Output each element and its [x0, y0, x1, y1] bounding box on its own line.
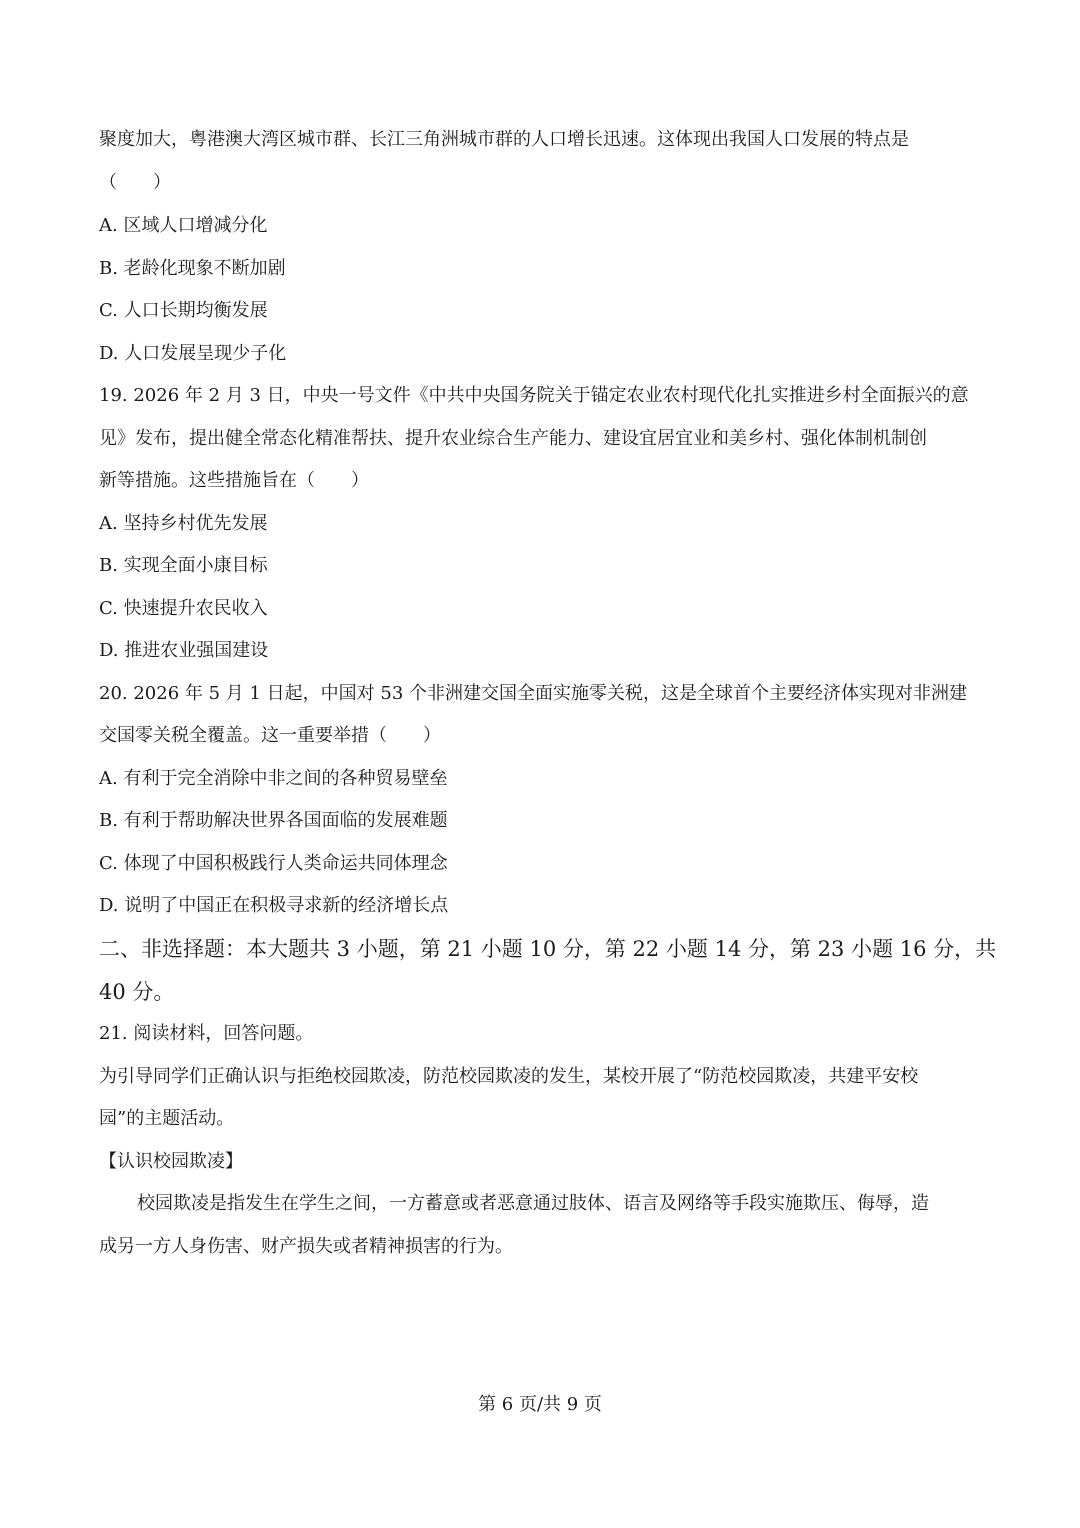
section-2-heading-line-2: 40 分。 — [99, 980, 175, 1004]
q20-stem-line-2: 交国零关税全覆盖。这一重要举措（ ） — [99, 725, 441, 746]
q21-intro-line-2: 园”的主题活动。 — [99, 1108, 235, 1129]
q18-stem-line-1: 聚度加大，粤港澳大湾区城市群、长江三角洲城市群的人口增长迅速。这体现出我国人口发展的特点是 — [99, 129, 909, 150]
q19-option-d: D. 推进农业强国建设 — [99, 640, 269, 661]
q20-stem-line-1: 20. 2026 年 5 月 1 日起，中国对 53 个非洲建交国全面实施零关税，这是全球首个主要经济体实现对非洲建 — [99, 683, 968, 704]
q18-answer-blank: （ ） — [99, 172, 171, 193]
q21-paragraph-line-1: 校园欺凌是指发生在学生之间，一方蓄意或者恶意通过肢体、语言及网络等手段实施欺压、侮辱，造 — [137, 1193, 929, 1214]
q19-stem-line-2: 见》发布，提出健全常态化精准帮扶、提升农业综合生产能力、建设宜居宜业和美乡村、强化体制机制创 — [99, 428, 927, 449]
q19-stem-line-1: 19. 2026 年 2 月 3 日，中央一号文件《中共中央国务院关于锚定农业农村现代化扎实推进乡村全面振兴的意 — [99, 385, 969, 406]
q18-option-b: B. 老龄化现象不断加剧 — [99, 258, 286, 279]
q21-section-heading: 【认识校园欺凌】 — [99, 1151, 243, 1172]
q19-option-c: C. 快速提升农民收入 — [99, 598, 268, 619]
q21-paragraph-line-2: 成另一方人身伤害、财产损失或者精神损害的行为。 — [99, 1236, 513, 1257]
q20-option-d: D. 说明了中国正在积极寻求新的经济增长点 — [99, 895, 449, 916]
q19-stem-line-3: 新等措施。这些措施旨在（ ） — [99, 470, 369, 491]
q20-option-c: C. 体现了中国积极践行人类命运共同体理念 — [99, 853, 448, 874]
q18-option-c: C. 人口长期均衡发展 — [99, 300, 268, 321]
page-number: 第 6 页/共 9 页 — [478, 1394, 602, 1415]
q18-option-a: A. 区域人口增减分化 — [99, 215, 268, 236]
q18-option-d: D. 人口发展呈现少子化 — [99, 343, 287, 364]
q19-option-a: A. 坚持乡村优先发展 — [99, 513, 268, 534]
q21-intro-line-1: 为引导同学们正确认识与拒绝校园欺凌，防范校园欺凌的发生，某校开展了“防范校园欺凌，共建平安校 — [99, 1066, 919, 1087]
section-2-heading-line-1: 二、非选择题：本大题共 3 小题，第 21 小题 10 分，第 22 小题 14 分，第 23 小题 16 分，共 — [99, 937, 997, 961]
q20-option-b: B. 有利于帮助解决世界各国面临的发展难题 — [99, 810, 448, 831]
q19-option-b: B. 实现全面小康目标 — [99, 555, 268, 576]
q21-title: 21. 阅读材料，回答问题。 — [99, 1023, 314, 1044]
q20-option-a: A. 有利于完全消除中非之间的各种贸易壁垒 — [99, 768, 448, 789]
